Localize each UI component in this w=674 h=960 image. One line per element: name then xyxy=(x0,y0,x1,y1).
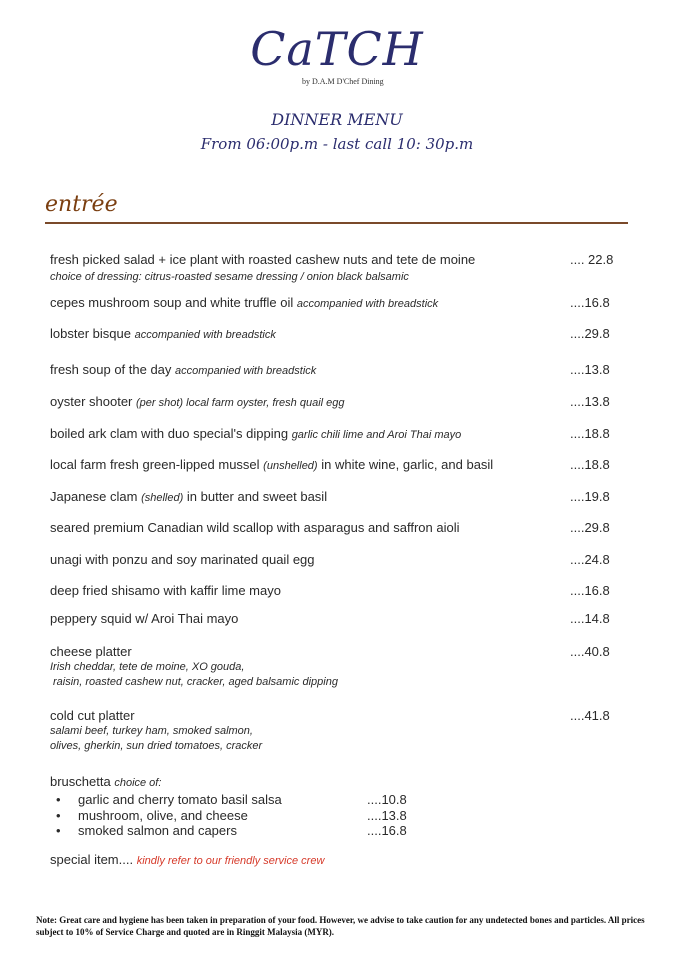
item-price: ....14.8 xyxy=(570,611,610,626)
menu-item xyxy=(50,457,570,474)
item-price: .... 22.8 xyxy=(570,252,614,267)
item-name: bruschetta xyxy=(50,774,111,789)
menu-item xyxy=(50,426,570,443)
item-note: accompanied with breadstick xyxy=(134,329,276,341)
menu-item xyxy=(50,489,570,506)
bullet: • xyxy=(56,808,61,823)
special-item xyxy=(50,852,570,869)
item-name: boiled ark clam with duo special's dipping xyxy=(50,426,289,441)
item-note: garlic chili lime and Aroi Thai mayo xyxy=(291,429,462,441)
item-note: (unshelled) xyxy=(263,460,318,472)
item-name: deep fried shisamo with kaffir lime mayo xyxy=(50,583,281,598)
menu-item xyxy=(50,252,570,285)
menu-item xyxy=(50,295,570,312)
item-price: ....19.8 xyxy=(570,489,610,504)
special-label: special item.... xyxy=(50,852,134,867)
menu-hours: From 06:00p.m - last call 10: 30p.m xyxy=(200,135,474,153)
brand-logo xyxy=(0,24,674,74)
item-desc: olives, gherkin, sun dried tomatoes, cracker xyxy=(50,740,263,752)
item-name: cold cut platter xyxy=(50,708,135,723)
item-name-cont: in butter and sweet basil xyxy=(186,489,328,504)
menu-item xyxy=(50,708,570,754)
item-price: ....29.8 xyxy=(570,326,610,341)
item-price: ....16.8 xyxy=(570,295,610,310)
bruschetta-option: smoked salmon and capers xyxy=(78,823,237,838)
bullet: • xyxy=(56,823,61,838)
item-name: lobster bisque xyxy=(50,326,131,341)
footer-note: Note: Great care and hygiene has been taken in preparation of your food. However, we advise to take caution for any undetected bones and particles. All prices subject to 10% of Service Charge and quoted are in Ringgit Malaysia (MYR). xyxy=(36,915,645,937)
item-desc: salami beef, turkey ham, smoked salmon, xyxy=(50,725,253,737)
section-title: entrée xyxy=(45,192,118,217)
item-name: cepes mushroom soup and white truffle oil xyxy=(50,295,294,310)
item-price: ....18.8 xyxy=(570,426,610,441)
bruschetta-option-price: ....10.8 xyxy=(367,792,407,807)
item-name: cheese platter xyxy=(50,644,132,659)
menu-item xyxy=(50,362,570,379)
item-note: (shelled) xyxy=(141,492,184,504)
item-name: Japanese clam xyxy=(50,489,138,504)
menu-item xyxy=(50,552,570,568)
menu-item xyxy=(50,644,570,690)
menu-item xyxy=(50,520,570,536)
item-note: accompanied with breadstick xyxy=(175,365,317,377)
item-note: choice of dressing: citrus-roasted sesame dressing / onion black balsamic xyxy=(50,271,409,283)
item-name: unagi with ponzu and soy marinated quail egg xyxy=(50,552,315,567)
bruschetta-option: garlic and cherry tomato basil salsa xyxy=(78,792,282,807)
item-note: choice of: xyxy=(114,777,162,789)
item-name-cont: in white wine, garlic, and basil xyxy=(321,457,494,472)
brand-tagline: by D.A.M D'Chef Dining xyxy=(302,77,384,86)
section-divider xyxy=(45,222,628,224)
bruschetta-option-price: ....13.8 xyxy=(367,808,407,823)
menu-title: DINNER MENU xyxy=(271,110,403,129)
item-price: ....18.8 xyxy=(570,457,610,472)
item-name: local farm fresh green-lipped mussel xyxy=(50,457,260,472)
item-price: ....40.8 xyxy=(570,644,610,659)
item-name: peppery squid w/ Aroi Thai mayo xyxy=(50,611,239,626)
bullet: • xyxy=(56,792,61,807)
brand-name: CaTCH xyxy=(250,22,424,76)
item-note: accompanied with breadstick xyxy=(296,298,439,310)
item-name: seared premium Canadian wild scallop with asparagus and saffron aioli xyxy=(50,520,460,535)
item-price: ....16.8 xyxy=(570,583,610,598)
item-name: oyster shooter xyxy=(50,394,133,409)
item-note: (per shot) local farm oyster, fresh quail egg xyxy=(136,397,345,409)
menu-item xyxy=(50,394,570,411)
item-price: ....24.8 xyxy=(570,552,610,567)
item-price: ....13.8 xyxy=(570,362,610,377)
item-price: ....41.8 xyxy=(570,708,610,723)
item-name: fresh picked salad + ice plant with roasted cashew nuts and tete de moine xyxy=(50,252,476,267)
item-name: fresh soup of the day xyxy=(50,362,172,377)
bruschetta-heading xyxy=(50,774,570,791)
special-note: kindly refer to our friendly service crew xyxy=(136,855,325,867)
bruschetta-option: mushroom, olive, and cheese xyxy=(78,808,248,823)
item-price: ....29.8 xyxy=(570,520,610,535)
item-price: ....13.8 xyxy=(570,394,610,409)
menu-item xyxy=(50,583,570,599)
item-desc: raisin, roasted cashew nut, cracker, aged balsamic dipping xyxy=(53,676,338,688)
menu-item xyxy=(50,611,570,627)
item-desc: Irish cheddar, tete de moine, XO gouda, xyxy=(50,661,245,673)
menu-item xyxy=(50,326,570,343)
bruschetta-option-price: ....16.8 xyxy=(367,823,407,838)
